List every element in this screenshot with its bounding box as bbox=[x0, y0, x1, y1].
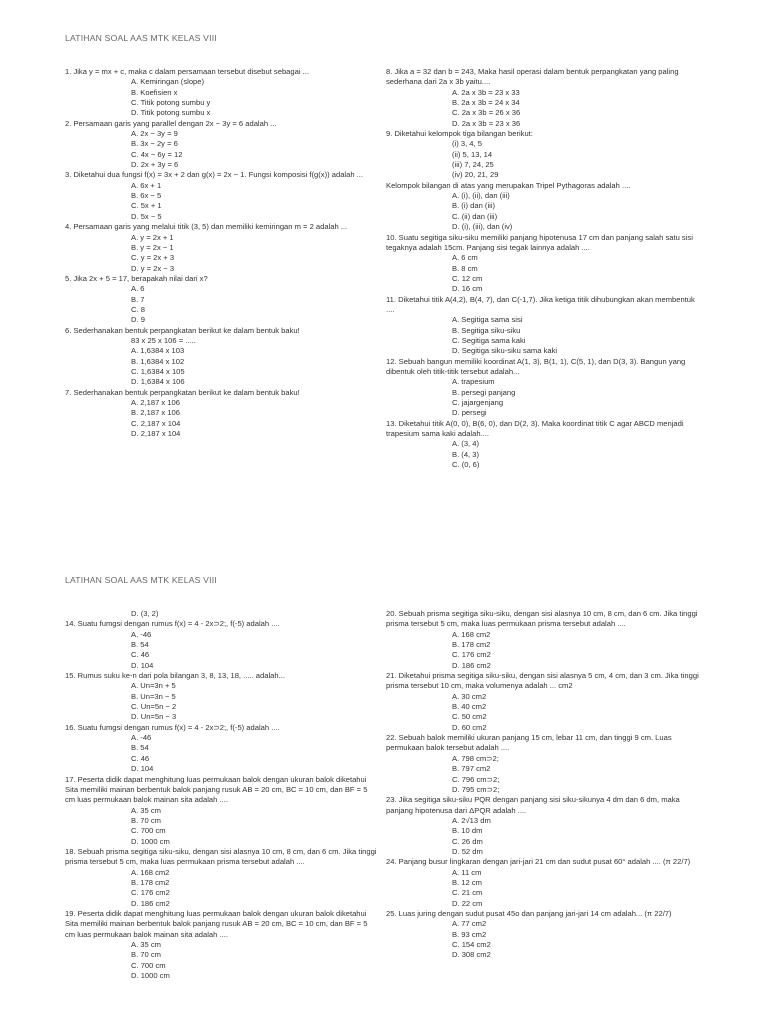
answer-option: C. 2,187 x 104 bbox=[131, 418, 181, 428]
question-block bbox=[65, 609, 378, 619]
question-text: 11. Diketahui titik A(4,2), B(4, 7), dan C(-1,7). Jika ketiga titik dihubungkan akan membentuk .... bbox=[386, 294, 697, 314]
answer-option: C. 46 bbox=[131, 753, 150, 763]
answer-option: D. 104 bbox=[131, 660, 154, 670]
answer-option: C. (ii) dan (iii) bbox=[452, 211, 498, 221]
answer-options bbox=[386, 868, 704, 909]
answer-option: B. (4, 3) bbox=[452, 449, 480, 459]
question-block bbox=[65, 388, 378, 440]
answer-option: B. 2a x 3b = 24 x 34 bbox=[452, 98, 520, 108]
question-block bbox=[386, 609, 704, 671]
answer-option: C. jajargenjang bbox=[452, 398, 504, 407]
answer-option: C. 50 cm2 bbox=[452, 712, 487, 722]
answer-option: A. -46 bbox=[131, 733, 152, 743]
answer-options bbox=[65, 630, 378, 671]
answer-options bbox=[65, 806, 378, 847]
answer-option: D. 1,6384 x 106 bbox=[131, 377, 185, 387]
question-text: 14. Suatu fumgsi dengan rumus f(x) = 4 - 2x⊃2;, f(-5) adalah .... bbox=[65, 619, 280, 629]
question-block bbox=[386, 67, 704, 129]
answer-option: B. 93 cm2 bbox=[452, 929, 487, 939]
answer-option: A. 2√13 dm bbox=[452, 815, 491, 825]
answer-option: B. 8 cm bbox=[452, 263, 478, 273]
answer-option: B. 178 cm2 bbox=[452, 640, 491, 650]
answer-options bbox=[386, 377, 704, 418]
answer-option: C. 176 cm2 bbox=[452, 650, 491, 660]
answer-option: B. persegi panjang bbox=[452, 387, 516, 397]
answer-option: B. Segitiga siku-siku bbox=[452, 325, 521, 335]
answer-option: D. y = 2x − 3 bbox=[131, 263, 175, 273]
answer-option: D. Un=5n − 3 bbox=[131, 712, 177, 722]
question-text: 5. Jika 2x + 5 = 17, berapakah nilai dari x? bbox=[65, 273, 208, 283]
answer-option: D. 9 bbox=[131, 315, 145, 325]
answer-options bbox=[65, 336, 378, 388]
answer-option: B. y = 2x − 1 bbox=[131, 242, 174, 252]
answer-option: (i) 3, 4, 5 bbox=[452, 139, 482, 149]
answer-option: C. Titik potong sumbu y bbox=[131, 98, 211, 108]
answer-option: D. 795 cm⊃2; bbox=[452, 784, 500, 794]
answer-option: A. 2x − 3y = 9 bbox=[131, 129, 178, 139]
page-2-header: LATIHAN SOAL AAS MTK KELAS VIII bbox=[65, 575, 217, 585]
answer-option: D. 186 cm2 bbox=[452, 660, 491, 670]
answer-option: C. 46 bbox=[131, 650, 150, 660]
answer-options bbox=[65, 129, 378, 170]
answer-option: D. persegi bbox=[452, 408, 487, 418]
question-block bbox=[65, 274, 378, 326]
answer-option: C. 2a x 3b = 26 x 36 bbox=[452, 108, 521, 118]
page-2-left-column bbox=[65, 609, 378, 981]
answer-options bbox=[386, 630, 704, 671]
question-text: 22. Sebuah balok memiliki ukuran panjang 15 cm, lebar 11 cm, dan tinggi 9 cm. Luas permukaan balok tersebut adalah .... bbox=[386, 733, 674, 753]
answer-options bbox=[65, 284, 378, 325]
answer-option: B. 2,187 x 106 bbox=[131, 408, 180, 418]
answer-option: B. Koefisien x bbox=[131, 87, 178, 97]
answer-option: C. 12 cm bbox=[452, 273, 483, 283]
answer-option: C. 1,6384 x 105 bbox=[131, 366, 185, 376]
answer-option: D. 186 cm2 bbox=[131, 898, 170, 908]
answer-options bbox=[65, 940, 378, 981]
answer-option: 83 x 25 x 106 = ..... bbox=[131, 335, 196, 345]
answer-option: A. y = 2x + 1 bbox=[131, 232, 174, 242]
answer-options bbox=[386, 816, 704, 857]
question-text: 10. Suatu segitiga siku-siku memiliki panjang hipotenusa 17 cm dan panjang salah satu sisi tegaknya adalah 15cm. Panjang sisi tegak lainnya adalah .... bbox=[386, 232, 696, 252]
answer-option: A. 6 cm bbox=[452, 253, 478, 263]
page-1-right-column bbox=[386, 67, 704, 470]
answer-option: A. 11 cm bbox=[452, 867, 482, 877]
question-text: 16. Suatu fumgsi dengan rumus f(x) = 4 - 2x⊃2;, f(-5) adalah .... bbox=[65, 722, 280, 732]
answer-option: A. 798 cm⊃2; bbox=[452, 753, 499, 763]
answer-option: C. 154 cm2 bbox=[452, 940, 491, 949]
answer-option: B. 7 bbox=[131, 294, 145, 304]
question-block bbox=[386, 733, 704, 795]
answer-option: A. Kemiringan (slope) bbox=[131, 77, 205, 87]
question-block bbox=[65, 170, 378, 222]
answer-option: A. 6x + 1 bbox=[131, 180, 162, 190]
answer-option: B. 6x − 5 bbox=[131, 191, 162, 201]
question-block bbox=[386, 129, 704, 181]
answer-options bbox=[386, 88, 704, 129]
page-1-header: LATIHAN SOAL AAS MTK KELAS VIII bbox=[65, 33, 217, 43]
answer-option: D. 1000 cm bbox=[131, 971, 170, 981]
answer-option: D. 5x − 5 bbox=[131, 211, 162, 221]
answer-option: B. 10 dm bbox=[452, 826, 483, 836]
answer-option: B. 1,6384 x 102 bbox=[131, 356, 185, 366]
question-block bbox=[386, 295, 704, 357]
answer-option: B. 178 cm2 bbox=[131, 877, 170, 887]
answer-option: B. 54 bbox=[131, 640, 149, 650]
answer-option: C. y = 2x + 3 bbox=[131, 253, 175, 263]
answer-option: C. 5x + 1 bbox=[131, 201, 162, 211]
question-block bbox=[65, 222, 378, 274]
answer-option: A. 35 cm bbox=[131, 805, 161, 815]
question-text: 23. Jika segitiga siku-siku PQR dengan panjang sisi siku-sikunya 4 dm dan 6 dm, maka panjang hipotenusa dari ΔPQR adalah .... bbox=[386, 795, 682, 815]
question-text: 12. Sebuah bangun memiliki koordinat A(1, 3), B(1, 1), C(5, 1), dan D(3, 3). Bangun yang dibentuk oleh titik-titik tersebut adalah... bbox=[386, 356, 688, 376]
answer-option: (iv) 20, 21, 29 bbox=[452, 170, 499, 180]
answer-option: B. 3x − 2y = 6 bbox=[131, 139, 178, 149]
answer-option: D. 52 dm bbox=[452, 846, 483, 856]
answer-option: A. (3, 4) bbox=[452, 439, 480, 449]
answer-option: D. 104 bbox=[131, 764, 154, 774]
answer-option: D. 16 cm bbox=[452, 284, 483, 294]
question-block bbox=[65, 723, 378, 775]
answer-option: D. Titik potong sumbu x bbox=[131, 108, 211, 118]
answer-options bbox=[386, 754, 704, 795]
answer-options bbox=[386, 139, 704, 180]
answer-options bbox=[65, 609, 378, 619]
answer-option: B. 40 cm2 bbox=[452, 702, 487, 712]
page-2-right-column bbox=[386, 609, 704, 961]
answer-option: A. 1,6384 x 103 bbox=[131, 346, 185, 356]
answer-option: D. (i), (iii), dan (iv) bbox=[452, 222, 513, 232]
answer-option: D. Segitiga siku-siku sama kaki bbox=[452, 346, 558, 356]
answer-option: C. 796 cm⊃2; bbox=[452, 774, 500, 784]
answer-option: C. 700 cm bbox=[131, 826, 166, 836]
question-block bbox=[65, 619, 378, 671]
answer-option: A. 168 cm2 bbox=[452, 629, 491, 639]
answer-option: C. Segitiga sama kaki bbox=[452, 335, 526, 345]
question-text: 3. Diketahui dua fungsi f(x) = 3x + 2 dan g(x) = 2x − 1. Fungsi komposisi f(g(x)) adalah ... bbox=[65, 170, 363, 180]
answer-option: A. 35 cm bbox=[131, 940, 161, 949]
answer-option: C. 8 bbox=[131, 304, 145, 314]
answer-option: A. Segitiga sama sisi bbox=[452, 315, 523, 325]
answer-option: D. 308 cm2 bbox=[452, 950, 491, 960]
question-text: 20. Sebuah prisma segitiga siku-siku, dengan sisi alasnya 10 cm, 8 cm, dan 6 cm. Jika tinggi prisma tersebut 5 cm, maka luas permukaan prisma tersebut adalah .... bbox=[386, 609, 700, 629]
answer-option: B. 797 cm2 bbox=[452, 764, 491, 774]
question-text: 6. Sederhanakan bentuk perpangkatan berikut ke dalam bentuk baku! bbox=[65, 325, 300, 335]
question-block bbox=[386, 233, 704, 295]
answer-options bbox=[65, 181, 378, 222]
question-block bbox=[65, 67, 378, 119]
answer-option: A. -46 bbox=[131, 629, 152, 639]
answer-option: D. 60 cm2 bbox=[452, 722, 487, 732]
answer-option: C. 176 cm2 bbox=[131, 888, 170, 898]
question-block bbox=[65, 326, 378, 388]
answer-options bbox=[386, 253, 704, 294]
answer-option: B. (i) dan (iii) bbox=[452, 201, 496, 211]
question-text: 18. Sebuah prisma segitiga siku-siku, dengan sisi alasnya 10 cm, 8 cm, dan 6 cm. Jika tinggi prisma tersebut 5 cm, maka luas permukaan prisma tersebut adalah .... bbox=[65, 846, 379, 867]
answer-option: B. Un=3n − 5 bbox=[131, 691, 176, 701]
answer-option: C. 26 dm bbox=[452, 836, 483, 846]
answer-option: B. 12 cm bbox=[452, 877, 482, 887]
answer-options bbox=[65, 77, 378, 118]
answer-option: C. Un=5n − 2 bbox=[131, 702, 177, 712]
question-text: 4. Persamaan garis yang melalui titik (3, 5) dan memiliki kemiringan m = 2 adalah ... bbox=[65, 222, 348, 232]
question-block bbox=[65, 119, 378, 171]
question-block bbox=[386, 857, 704, 909]
question-block bbox=[386, 181, 704, 233]
question-block bbox=[386, 795, 704, 857]
answer-option: C. 700 cm bbox=[131, 960, 166, 970]
answer-option: D. (3, 2) bbox=[131, 609, 159, 618]
answer-option: C. (0, 6) bbox=[452, 460, 480, 470]
answer-option: A. 30 cm2 bbox=[452, 691, 487, 701]
question-text: 8. Jika a = 32 dan b = 243, Maka hasil operasi dalam bentuk perpangkatan yang paling sederhana dari 2a x 3b yaitu.... bbox=[386, 67, 681, 87]
answer-option: A. 77 cm2 bbox=[452, 919, 487, 929]
question-block bbox=[65, 775, 378, 847]
answer-options bbox=[386, 439, 704, 470]
answer-option: B. 70 cm bbox=[131, 950, 161, 960]
question-block bbox=[386, 357, 704, 419]
answer-options bbox=[65, 681, 378, 722]
answer-option: A. Un=3n + 5 bbox=[131, 681, 176, 691]
answer-option: D. 2x + 3y = 6 bbox=[131, 160, 179, 170]
answer-options bbox=[386, 315, 704, 356]
question-text: 2. Persamaan garis yang parallel dengan 2x − 3y = 6 adalah ... bbox=[65, 118, 277, 128]
answer-option: B. 54 bbox=[131, 743, 149, 753]
answer-option: A. 168 cm2 bbox=[131, 867, 170, 877]
answer-options bbox=[65, 233, 378, 274]
question-block bbox=[386, 419, 704, 471]
answer-option: D. 2,187 x 104 bbox=[131, 429, 181, 439]
question-text: 21. Diketahui prisma segitiga siku-siku, dengan sisi alasnya 5 cm, 4 cm, dan 3 cm. Jika tinggi prisma tersebut 10 cm, maka volumenya adalah ... cm2 bbox=[386, 671, 701, 691]
question-text: Kelompok bilangan di atas yang merupakan Tripel Pythagoras adalah .... bbox=[386, 180, 631, 190]
question-text: 7. Sederhanakan bentuk perpangkatan berikut ke dalam bentuk baku! bbox=[65, 387, 300, 397]
answer-option: A. 2a x 3b = 23 x 33 bbox=[452, 87, 520, 97]
answer-option: A. 2,187 x 106 bbox=[131, 398, 180, 407]
answer-option: A. trapesium bbox=[452, 377, 495, 387]
question-text: 17. Peserta didik dapat menghitung luas permukaan balok dengan ukuran balok diketahui Sita memiliki mainan berbentuk balok panjang rusuk AB = 20 cm, BC = 10 cm, dan BF = 5 cm luas permukaan balok mainan sita adalah .... bbox=[65, 774, 370, 805]
answer-options bbox=[65, 398, 378, 439]
answer-option: (ii) 5, 13, 14 bbox=[452, 149, 493, 159]
question-text: 19. Peserta didik dapat menghitung luas permukaan balok dengan ukuran balok diketahui Sita memiliki mainan berbentuk balok panjang rusuk AB = 20 cm, BC = 10 cm, dan BF = 5 cm luas permukaan balok mainan sita adalah .... bbox=[65, 908, 370, 939]
answer-option: (iii) 7, 24, 25 bbox=[452, 160, 494, 170]
answer-option: D. 1000 cm bbox=[131, 836, 170, 846]
answer-option: C. 4x − 6y = 12 bbox=[131, 149, 183, 159]
question-block bbox=[386, 671, 704, 733]
answer-options bbox=[386, 191, 704, 232]
answer-option: D. 2a x 3b = 23 x 36 bbox=[452, 118, 521, 128]
answer-option: C. 21 cm bbox=[452, 888, 483, 898]
answer-options bbox=[65, 733, 378, 774]
question-text: 24. Panjang busur lingkaran dengan jari-jari 21 cm dan sudut pusat 60° adalah .... (π 22/7) bbox=[386, 857, 691, 867]
answer-options bbox=[386, 692, 704, 733]
question-text: 9. Diketahui kelompok tiga bilangan berikut: bbox=[386, 129, 533, 139]
question-block bbox=[65, 671, 378, 723]
question-block bbox=[386, 909, 704, 961]
answer-option: A. (i), (ii), dan (iii) bbox=[452, 191, 510, 201]
question-text: 1. Jika y = mx + c, maka c dalam persamaan tersebut disebut sebagai ... bbox=[65, 67, 309, 76]
question-text: 13. Diketahui titik A(0, 0), B(6, 0), dan D(2, 3). Maka koordinat titik C agar ABCD menjadi trapesium sama kaki adalah.... bbox=[386, 418, 686, 439]
question-text: 25. Luas juring dengan sudut pusat 45o dan panjang jari-jari 14 cm adalah... (π 22/7) bbox=[386, 908, 672, 918]
page-1-left-column bbox=[65, 67, 378, 439]
question-block bbox=[65, 847, 378, 909]
answer-option: D. 22 cm bbox=[452, 898, 483, 908]
answer-option: A. 6 bbox=[131, 284, 145, 294]
answer-options bbox=[386, 919, 704, 960]
answer-options bbox=[65, 868, 378, 909]
answer-option: B. 70 cm bbox=[131, 815, 161, 825]
question-block bbox=[65, 909, 378, 981]
question-text: 15. Rumus suku ke-n dari pola bilangan 3, 8, 13, 18, ..... adalah... bbox=[65, 671, 285, 681]
